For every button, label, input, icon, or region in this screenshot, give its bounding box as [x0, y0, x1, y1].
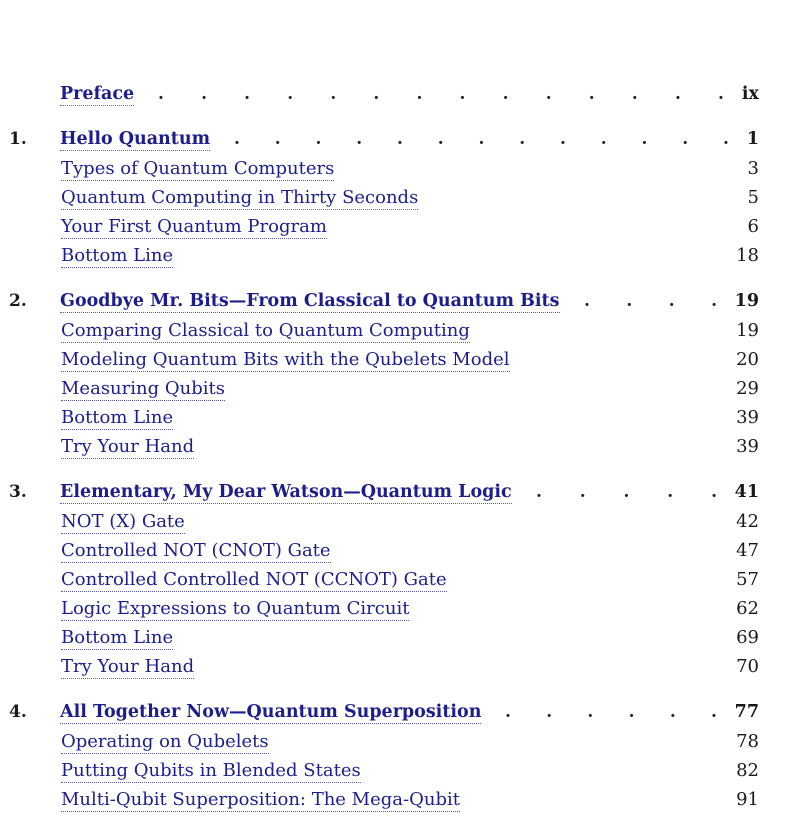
chapter-title-link[interactable]: Goodbye Mr. Bits—From Classical to Quantum Bits — [60, 291, 560, 311]
toc-section-row — [0, 627, 800, 656]
page-number: 57 — [736, 569, 759, 590]
chapter-title-link[interactable]: All Together Now—Quantum Superposition — [60, 702, 482, 722]
toc-section-row — [0, 320, 800, 349]
page-number: 41 — [734, 482, 759, 502]
section-title-link[interactable]: Your First Quantum Program — [61, 216, 327, 237]
section-title-link[interactable]: Modeling Quantum Bits with the Qubelets Model — [61, 349, 510, 370]
toc-section-row — [0, 656, 800, 685]
section-title-link[interactable]: Controlled Controlled NOT (CCNOT) Gate — [61, 569, 447, 590]
toc-section-row — [0, 216, 800, 245]
page-number: 78 — [736, 731, 759, 752]
toc-chapter-row — [0, 702, 800, 731]
page-number: 1 — [746, 129, 759, 149]
toc-section-row — [0, 540, 800, 569]
preface-link[interactable]: Preface — [60, 84, 135, 104]
toc-section-row — [0, 245, 800, 274]
toc-section-row — [0, 187, 800, 216]
chapter-number: 3. — [9, 482, 27, 502]
section-title-link[interactable]: NOT (X) Gate — [61, 511, 185, 532]
page-number: ix — [741, 84, 759, 104]
page-number: 20 — [736, 349, 759, 370]
section-title-link[interactable]: Multi-Qubit Superposition: The Mega-Qubit — [61, 789, 460, 810]
section-title-link[interactable]: Operating on Qubelets — [61, 731, 269, 752]
page-number: 29 — [736, 378, 759, 399]
leader-dots: . . . . . — [536, 482, 717, 502]
page-number: 70 — [736, 656, 759, 677]
section-title-link[interactable]: Putting Qubits in Blended States — [61, 760, 361, 781]
toc-section-row — [0, 569, 800, 598]
chapter-title-link[interactable]: Hello Quantum — [60, 129, 211, 149]
page-number: 42 — [736, 511, 759, 532]
section-title-link[interactable]: Types of Quantum Computers — [61, 158, 335, 179]
toc-section-row — [0, 158, 800, 187]
page-number: 77 — [734, 702, 759, 722]
section-title-link[interactable]: Bottom Line — [61, 245, 174, 266]
leader-dots: . . . . . . — [505, 702, 717, 722]
section-title-link[interactable]: Quantum Computing in Thirty Seconds — [61, 187, 419, 208]
page-number: 62 — [736, 598, 759, 619]
toc-section-row — [0, 378, 800, 407]
section-title-link[interactable]: Logic Expressions to Quantum Circuit — [61, 598, 410, 619]
chapter-number: 1. — [9, 129, 27, 149]
leader-dots: . . . . . . . . . . . . . — [234, 129, 729, 149]
chapter-number: 4. — [9, 702, 27, 722]
leader-dots: . . . . — [584, 291, 717, 311]
page-number: 6 — [747, 216, 759, 237]
toc-section-row — [0, 436, 800, 465]
chapter-title-link[interactable]: Elementary, My Dear Watson—Quantum Logic — [60, 482, 512, 502]
page-number: 19 — [736, 320, 759, 341]
toc-entry-preface — [0, 84, 800, 113]
toc-section-row — [0, 407, 800, 436]
toc-section-row — [0, 511, 800, 540]
toc-section-row — [0, 760, 800, 789]
toc-chapter-row — [0, 129, 800, 158]
toc-section-row — [0, 598, 800, 627]
chapter-number: 2. — [9, 291, 27, 311]
page-number: 39 — [736, 407, 759, 428]
leader-dots: . . . . . . . . . . . . . . — [158, 84, 724, 104]
page-number: 3 — [747, 158, 759, 179]
toc-section-row — [0, 731, 800, 760]
section-title-link[interactable]: Controlled NOT (CNOT) Gate — [61, 540, 331, 561]
toc-section-row — [0, 789, 800, 818]
toc-chapter-row — [0, 291, 800, 320]
section-title-link[interactable]: Comparing Classical to Quantum Computing — [61, 320, 470, 341]
page-number: 91 — [736, 789, 759, 810]
section-title-link[interactable]: Measuring Qubits — [61, 378, 225, 399]
page-number: 47 — [736, 540, 759, 561]
page-number: 39 — [736, 436, 759, 457]
page-number: 82 — [736, 760, 759, 781]
page-number: 18 — [736, 245, 759, 266]
toc-chapter-row — [0, 482, 800, 511]
section-title-link[interactable]: Try Your Hand — [61, 656, 195, 677]
section-title-link[interactable]: Bottom Line — [61, 627, 174, 648]
page-number: 5 — [747, 187, 759, 208]
toc-section-row — [0, 349, 800, 378]
page-number: 69 — [736, 627, 759, 648]
section-title-link[interactable]: Try Your Hand — [61, 436, 195, 457]
section-title-link[interactable]: Bottom Line — [61, 407, 174, 428]
page-number: 19 — [734, 291, 759, 311]
